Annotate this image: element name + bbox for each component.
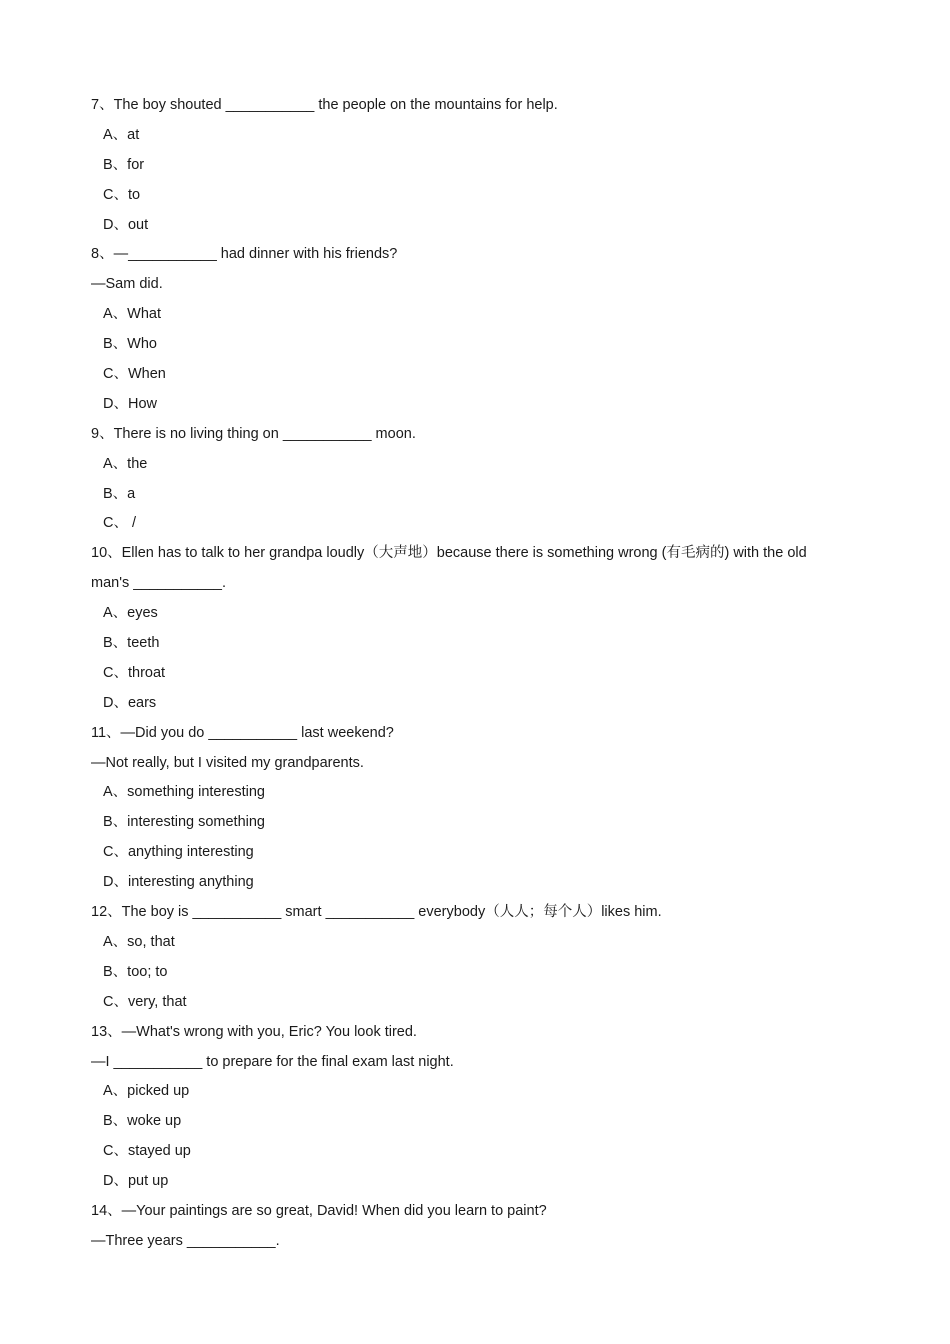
question-block [91,1197,871,1257]
answer-option: D、interesting anything [103,874,254,891]
question-stem: 11、—Did you do ___________ last weekend? [91,724,394,741]
question-block [91,91,871,240]
question-stem: 13、—What's wrong with you, Eric? You look tired. [91,1023,417,1040]
answer-option: A、the [103,455,148,472]
answer-option: C、 / [103,515,137,532]
answer-option: B、for [103,156,145,173]
answer-option: A、picked up [103,1083,190,1100]
answer-option: C、throat [103,664,166,681]
answer-option: D、How [103,395,157,412]
answer-option: A、eyes [103,605,158,622]
answer-option: C、anything interesting [103,844,254,861]
answer-option: C、When [103,366,166,383]
question-block [91,240,871,419]
answer-option: B、teeth [103,635,160,652]
question-line: —Three years ___________. [91,1232,280,1249]
question-block [91,898,871,1018]
question-stem: 12、The boy is ___________ smart ___________ everybody（人人；每个人）likes him. [91,904,662,921]
answer-option: A、something interesting [103,784,265,801]
answer-option: D、out [103,216,149,233]
question-line: man's ___________. [91,575,226,592]
answer-option: A、at [103,126,140,143]
answer-option: C、very, that [103,993,187,1010]
question-block [91,420,871,540]
question-line: —Sam did. [91,276,163,293]
answer-option: D、put up [103,1173,169,1190]
answer-option: B、too; to [103,963,168,980]
question-stem: 14、—Your paintings are so great, David! When did you learn to paint? [91,1202,547,1219]
question-stem: 7、The boy shouted ___________ the people on the mountains for help. [91,97,558,113]
question-stem: 9、There is no living thing on ___________ moon. [91,425,416,442]
question-stem: 8、—___________ had dinner with his friends? [91,246,398,263]
question-line: —Not really, but I visited my grandparents. [91,754,364,771]
answer-option: B、woke up [103,1113,182,1130]
answer-option: C、to [103,186,141,203]
answer-option: B、a [103,485,136,502]
question-line: —I ___________ to prepare for the final exam last night. [91,1053,454,1070]
question-block [91,719,871,898]
answer-option: C、stayed up [103,1143,191,1160]
answer-option: B、interesting something [103,814,265,831]
question-stem: 10、Ellen has to talk to her grandpa loudly（大声地）because there is something wrong (有毛病的) with the old [91,545,807,562]
answer-option: A、What [103,306,162,323]
answer-option: B、Who [103,336,157,353]
answer-option: D、ears [103,694,157,711]
answer-option: A、so, that [103,933,175,950]
question-block [91,1018,871,1197]
document-page [91,91,871,1257]
question-block [91,539,871,718]
